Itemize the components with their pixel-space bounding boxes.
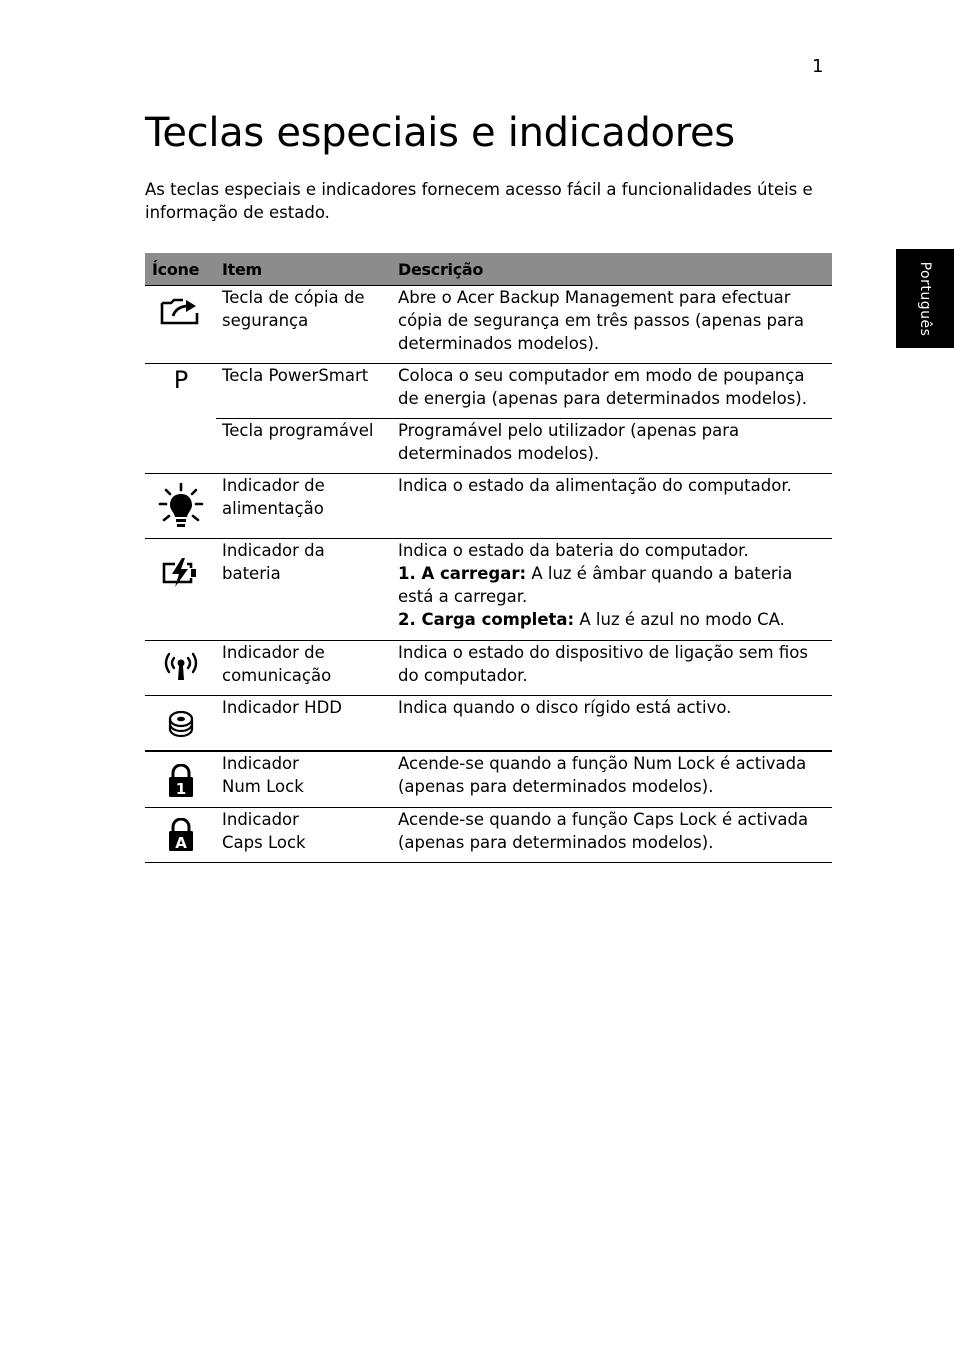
description-cell: Coloca o seu computador em modo de poupança de energia (apenas para determinados modelos).	[392, 364, 832, 419]
item-line: Indicador	[222, 753, 299, 773]
table-row	[145, 751, 832, 808]
table-row	[145, 474, 832, 539]
description-cell: Acende-se quando a função Num Lock é activada (apenas para determinados modelos).	[392, 751, 832, 808]
icon-cell	[145, 539, 216, 641]
full-charge-label: 2. Carga completa:	[398, 610, 575, 629]
backup-icon	[159, 293, 203, 327]
item-cell: Indicador HDD	[216, 696, 392, 751]
table-row	[145, 364, 832, 419]
header-item: Item	[216, 253, 392, 286]
battery-charge-icon	[160, 556, 202, 588]
power-light-icon	[158, 482, 204, 530]
intro-paragraph: As teclas especiais e indicadores fornecem acesso fácil a funcionalidades úteis e informação de estado.	[145, 180, 813, 222]
num-lock-glyph: 1	[175, 779, 186, 798]
item-line: Indicador	[222, 810, 299, 829]
item-cell: Tecla PowerSmart	[216, 364, 392, 419]
language-tab-label: Português	[917, 261, 933, 336]
header-icon: Ícone	[145, 253, 216, 286]
page-number: 1	[812, 56, 824, 77]
hdd-icon	[166, 709, 196, 739]
num-lock-icon	[166, 764, 196, 798]
table-row	[145, 696, 832, 751]
icon-cell	[145, 641, 216, 696]
item-cell: Indicador de alimentação	[216, 474, 392, 539]
item-line: Caps Lock	[222, 833, 306, 852]
table-row	[145, 641, 832, 696]
item-cell	[216, 751, 392, 808]
icon-cell	[145, 751, 216, 808]
item-cell: Indicador de comunicação	[216, 641, 392, 696]
battery-charging-note	[398, 562, 830, 608]
full-charge-text: A luz é azul no modo CA.	[574, 610, 785, 629]
page-title: Teclas especiais e indicadores	[145, 110, 735, 156]
description-cell	[392, 539, 832, 641]
description-cell: Indica o estado da alimentação do computador.	[392, 474, 832, 539]
description-cell: Acende-se quando a função Caps Lock é activada (apenas para determinados modelos).	[392, 808, 832, 863]
special-keys-table	[145, 253, 832, 863]
powersmart-p-icon: P	[173, 366, 189, 394]
description-cell: Programável pelo utilizador (apenas para determinados modelos).	[392, 419, 832, 474]
item-cell: Tecla de cópia de segurança	[216, 286, 392, 364]
item-line: Num Lock	[222, 776, 304, 796]
table-row	[145, 808, 832, 863]
language-tab	[896, 249, 954, 348]
caps-lock-icon	[166, 818, 196, 852]
caps-lock-glyph: A	[174, 834, 187, 852]
description-cell: Abre o Acer Backup Management para efectuar cópia de segurança em três passos (apenas para determinados modelos).	[392, 286, 832, 364]
battery-full-note	[398, 608, 830, 631]
wireless-icon	[161, 650, 201, 682]
table-header-row	[145, 253, 832, 286]
icon-cell	[145, 286, 216, 364]
icon-cell	[145, 696, 216, 751]
table-row	[145, 539, 832, 641]
description-cell: Indica o estado do dispositivo de ligação sem fios do computador.	[392, 641, 832, 696]
charging-label: 1. A carregar:	[398, 564, 527, 583]
charging-text: A luz é âmbar quando a bateria está a carregar.	[398, 564, 793, 606]
table-row	[145, 286, 832, 364]
battery-status-text: Indica o estado da bateria do computador.	[398, 541, 749, 560]
header-description: Descrição	[392, 253, 832, 286]
item-cell: Indicador da bateria	[216, 539, 392, 641]
item-cell	[216, 808, 392, 863]
icon-cell	[145, 808, 216, 863]
item-cell: Tecla programável	[216, 419, 392, 474]
description-cell: Indica quando o disco rígido está activo.	[392, 696, 832, 751]
icon-cell	[145, 474, 216, 539]
table-row	[145, 419, 832, 474]
icon-cell	[145, 364, 216, 474]
